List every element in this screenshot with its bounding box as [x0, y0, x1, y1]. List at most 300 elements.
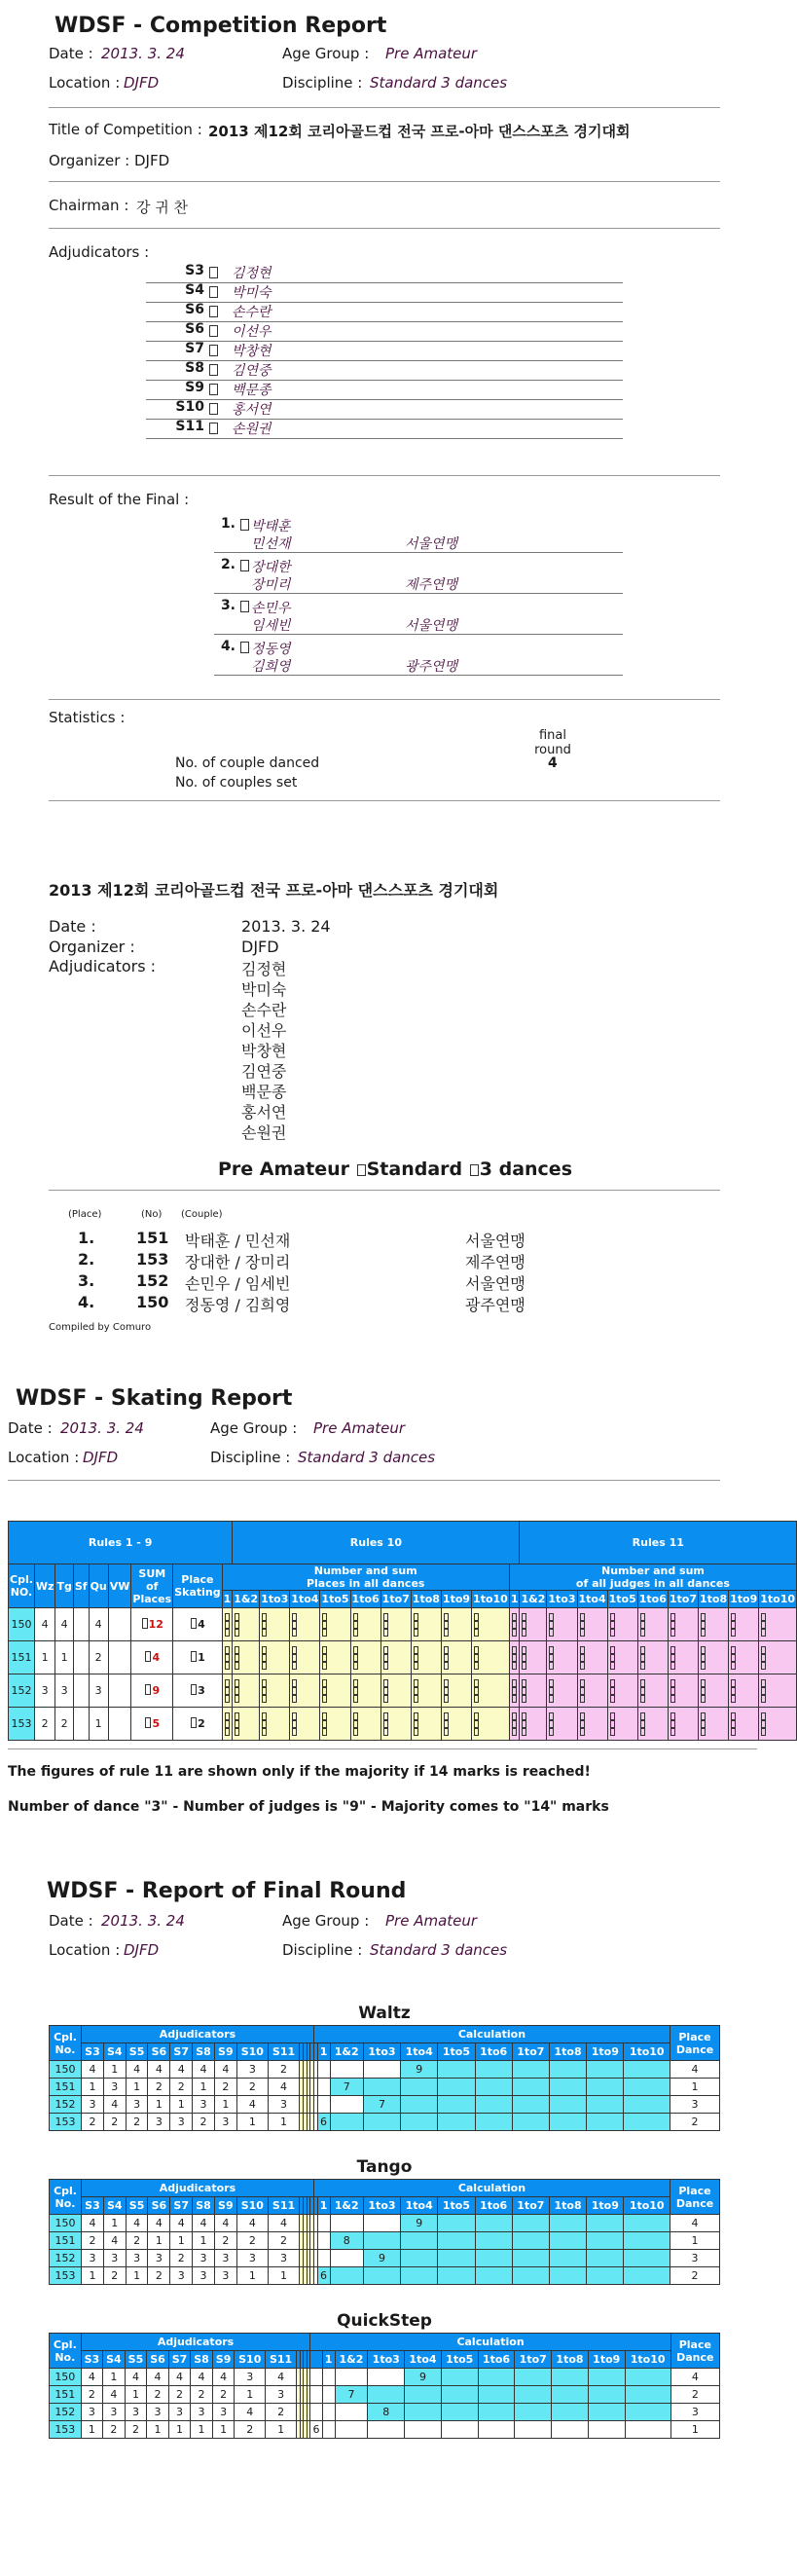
final-round-cell: 1	[81, 2421, 103, 2439]
final-round-cell: 1	[125, 2386, 147, 2404]
place-label-2: Skating	[174, 1586, 221, 1599]
glyph-box-icon	[610, 1646, 615, 1654]
result-couple: 손민우 / 임세빈	[185, 1274, 291, 1293]
glyph-box-icon	[142, 1618, 148, 1629]
place-label-2: Dance	[676, 2350, 714, 2364]
glyph-box-icon	[262, 1728, 267, 1736]
glyph-box-icon	[761, 1679, 766, 1687]
glyph-box-icon	[474, 1613, 479, 1621]
final-round-cell: 2	[148, 2079, 170, 2096]
final-round-cell: 4	[193, 2061, 215, 2079]
divider	[8, 1748, 757, 1749]
final-round-cell: 7	[330, 2079, 363, 2096]
glyph-box-icon	[549, 1613, 554, 1621]
skating-cell	[173, 1641, 222, 1674]
skating-cell	[607, 1708, 637, 1741]
r10-label-2: Places in all dances	[306, 1577, 425, 1590]
final-round-cell	[368, 2369, 405, 2386]
final-round-cell: 4	[103, 2096, 126, 2114]
final-round-cell: 1	[268, 2267, 299, 2285]
final-round-cell	[549, 2061, 586, 2079]
final-round-table	[49, 2025, 720, 2131]
glyph-box-icon	[353, 1646, 358, 1654]
glyph-box-icon	[353, 1613, 358, 1621]
skating-cell	[350, 1608, 380, 1641]
final-round-cell: 3	[268, 2250, 299, 2267]
glyph-box-icon	[240, 642, 249, 653]
glyph-box-icon	[235, 1654, 239, 1662]
glyph-box-icon	[701, 1621, 706, 1629]
final-round-cell	[624, 2096, 670, 2114]
glyph-box-icon	[414, 1646, 418, 1654]
final-round-cell	[405, 2386, 442, 2404]
glyph-box-icon	[240, 601, 249, 612]
final-round-cell: 1	[268, 2114, 299, 2131]
skating-cell	[131, 1708, 173, 1741]
result-place: 3.	[78, 1271, 95, 1290]
final-round-cell	[363, 2061, 400, 2079]
glyph-box-icon	[292, 1621, 297, 1629]
skating-cell	[222, 1641, 233, 1674]
final-round-cell	[330, 2096, 363, 2114]
glyph-box-icon	[512, 1654, 517, 1662]
glyph-box-icon	[414, 1629, 418, 1637]
final-round-cell	[475, 2079, 512, 2096]
skating-cell	[607, 1608, 637, 1641]
sum-label-1: SUM of	[138, 1566, 166, 1593]
summary-adjudicator: 이선우	[241, 1021, 287, 1040]
final-round-cell	[401, 2267, 438, 2285]
fr-row	[50, 2369, 720, 2386]
final-round-cell: 2	[193, 2114, 215, 2131]
final-round-cell: 2	[212, 2386, 235, 2404]
glyph-box-icon	[670, 1728, 675, 1736]
final-round-cell	[587, 2250, 624, 2267]
skating-cell	[380, 1674, 411, 1708]
final-round-cell: S5	[125, 2351, 147, 2369]
glyph-box-icon	[549, 1720, 554, 1728]
adjudicator-name: 백문종	[232, 383, 272, 398]
rule-11-note: The figures of rule 11 are shown only if the majority if 14 marks is reached!	[8, 1764, 591, 1780]
glyph-box-icon	[353, 1662, 358, 1670]
glyph-box-icon	[191, 1651, 197, 1662]
place-label-2: Dance	[675, 2042, 714, 2056]
final-round-cell	[441, 2421, 478, 2439]
final-round-cell: 4	[266, 2369, 297, 2386]
majority-note: Number of dance "3" - Number of judges is "9" - Majority comes to "14" marks	[8, 1799, 609, 1815]
skating-cell: 1to9	[441, 1591, 471, 1608]
final-round-cell: 1	[670, 2421, 719, 2439]
skating-cell: VW	[108, 1564, 131, 1608]
glyph-box-icon	[731, 1654, 736, 1662]
final-round-cell: 3	[191, 2404, 213, 2421]
adjudicators-label: Adjudicators :	[49, 243, 150, 261]
summary-heading	[218, 1159, 572, 1180]
skating-cell	[637, 1708, 668, 1741]
final-round-cell: 3	[193, 2250, 215, 2267]
glyph-box-icon	[512, 1712, 517, 1720]
title-of-competition-value: 2013 제12회 코리아골드컵 전국 프로-아마 댄스스포츠 경기대회	[208, 123, 631, 140]
place-label-1: Place	[678, 2337, 711, 2351]
glyph-box-icon	[322, 1629, 327, 1637]
stat-danced-value: 4	[548, 755, 558, 771]
final-round-cell	[512, 2114, 549, 2131]
final-place: 1.	[220, 516, 235, 532]
glyph-box-icon	[701, 1629, 706, 1637]
final-round-cell: S4	[103, 2351, 126, 2369]
glyph-box-icon	[209, 267, 218, 278]
skating-cell: 1to7	[668, 1591, 698, 1608]
location-label: Location :	[49, 74, 121, 92]
skating-cell	[441, 1641, 471, 1674]
skating-cell	[320, 1641, 350, 1674]
final-partner-2: 장미리	[251, 577, 291, 593]
final-round-cell	[310, 2404, 322, 2421]
summary-adjudicator: 손원권	[241, 1123, 287, 1142]
glyph-box-icon	[235, 1629, 239, 1637]
glyph-box-icon	[522, 1621, 526, 1629]
glyph-box-icon	[761, 1712, 766, 1720]
glyph-box-icon	[549, 1662, 554, 1670]
result-place: 4.	[78, 1293, 95, 1311]
glyph-box-icon	[357, 1164, 366, 1176]
final-round-cell	[50, 2180, 82, 2215]
glyph-box-icon	[761, 1654, 766, 1662]
final-round-cell: 2	[125, 2421, 147, 2439]
final-round-cell: 3	[235, 2369, 266, 2386]
glyph-box-icon	[292, 1679, 297, 1687]
glyph-box-icon	[444, 1662, 449, 1670]
skating-cell	[441, 1708, 471, 1741]
skating-cell	[637, 1608, 668, 1641]
glyph-box-icon	[761, 1662, 766, 1670]
final-round-cell: 6	[317, 2114, 330, 2131]
skating-cell	[108, 1674, 131, 1708]
skating-report-title: WDSF - Skating Report	[16, 1386, 293, 1411]
final-round-table	[49, 2333, 720, 2439]
final-round-cell	[478, 2404, 515, 2421]
final-round-cell: 2	[236, 2079, 268, 2096]
skating-cell: Wz	[34, 1564, 55, 1608]
final-round-cell: 3	[170, 2267, 193, 2285]
glyph-box-icon	[512, 1646, 517, 1654]
cpl-label: Cpl.	[54, 2184, 77, 2197]
final-round-cell: 4	[191, 2369, 213, 2386]
final-round-cell: 4	[126, 2061, 148, 2079]
final-round-cell: S10	[236, 2197, 268, 2215]
summary-adjudicator: 박미숙	[241, 980, 287, 999]
date-label: Date :	[49, 45, 93, 62]
glyph-box-icon	[670, 1654, 675, 1662]
sk-age-value: Pre Amateur	[313, 1419, 406, 1437]
glyph-box-icon	[761, 1720, 766, 1728]
glyph-box-icon	[580, 1646, 585, 1654]
skating-cell	[699, 1708, 729, 1741]
glyph-box-icon	[235, 1728, 239, 1736]
final-round-cell	[363, 2215, 400, 2232]
final-round-cell	[587, 2232, 624, 2250]
skating-cell	[350, 1674, 380, 1708]
final-result-row	[214, 555, 623, 594]
glyph-box-icon	[761, 1613, 766, 1621]
final-round-cell: 1	[148, 2096, 170, 2114]
age-group-value: Pre Amateur	[385, 45, 478, 62]
skating-cell	[411, 1674, 441, 1708]
final-round-cell	[317, 2232, 330, 2250]
r11-label-2: of all judges in all dances	[575, 1577, 730, 1590]
final-round-cell	[588, 2369, 625, 2386]
final-round-cell: 152	[50, 2404, 82, 2421]
skating-cell	[73, 1674, 89, 1708]
glyph-box-icon	[522, 1662, 526, 1670]
final-round-cell	[401, 2250, 438, 2267]
final-round-cell	[317, 2061, 330, 2079]
glyph-box-icon	[670, 1695, 675, 1703]
final-round-cell: 7	[335, 2386, 368, 2404]
final-round-cell: S6	[147, 2351, 169, 2369]
skating-cell	[441, 1674, 471, 1708]
final-club: 제주연맹	[405, 577, 458, 593]
fr-date-label: Date :	[49, 1912, 93, 1930]
glyph-box-icon	[512, 1679, 517, 1687]
final-round-cell: S10	[236, 2043, 268, 2061]
glyph-box-icon	[522, 1728, 526, 1736]
chairman-value: 강 귀 찬	[136, 199, 189, 216]
date-value: 2013. 3. 24	[101, 45, 185, 62]
final-round-cell: 1	[317, 2197, 330, 2215]
glyph-box-icon	[383, 1679, 388, 1687]
skating-cell: 1to6	[350, 1591, 380, 1608]
final-round-cell: 4	[236, 2215, 268, 2232]
final-round-cell: 1&2	[335, 2351, 368, 2369]
glyph-box-icon	[580, 1720, 585, 1728]
glyph-box-icon	[610, 1728, 615, 1736]
adjudicator-code: S4	[185, 282, 204, 298]
organizer-label: Organizer :	[49, 152, 130, 169]
glyph-box-icon	[549, 1621, 554, 1629]
final-round-cell	[310, 2351, 322, 2369]
final-round-cell	[549, 2250, 586, 2267]
skating-cell: 2	[34, 1708, 55, 1741]
final-round-cell: 1	[236, 2267, 268, 2285]
skating-cell	[509, 1674, 520, 1708]
final-round-cell	[670, 2180, 720, 2215]
place-value: 3	[198, 1684, 205, 1697]
final-round-cell	[512, 2250, 549, 2267]
result-club: 광주연맹	[465, 1296, 525, 1314]
discipline-label: Discipline :	[282, 74, 363, 92]
final-round-cell: 3	[268, 2096, 299, 2114]
final-round-cell: 9	[401, 2061, 438, 2079]
final-partner-1: 정동영	[251, 642, 291, 657]
glyph-box-icon	[235, 1646, 239, 1654]
glyph-box-icon	[731, 1728, 736, 1736]
glyph-box-icon	[240, 519, 249, 531]
skating-cell	[472, 1608, 510, 1641]
final-round-cell: 1	[103, 2061, 126, 2079]
place-value: 4	[198, 1618, 205, 1631]
skating-cell	[699, 1674, 729, 1708]
glyph-box-icon	[701, 1646, 706, 1654]
skating-cell: Qu	[89, 1564, 108, 1608]
final-round-cell	[624, 2232, 670, 2250]
skating-cell: 1	[509, 1591, 520, 1608]
glyph-box-icon	[610, 1621, 615, 1629]
stat-col-round: round	[534, 743, 571, 757]
final-round-cell	[401, 2096, 438, 2114]
summary-adjudicators-label: Adjudicators :	[49, 957, 157, 975]
glyph-box-icon	[209, 403, 218, 415]
skating-cell: 3	[34, 1674, 55, 1708]
skating-cell	[233, 1641, 260, 1674]
glyph-box-icon	[522, 1695, 526, 1703]
final-round-cell	[552, 2421, 589, 2439]
skating-cell	[729, 1708, 759, 1741]
glyph-box-icon	[512, 1687, 517, 1695]
glyph-box-icon	[145, 1717, 151, 1728]
skating-cell: 1to3	[260, 1591, 290, 1608]
glyph-box-icon	[322, 1720, 327, 1728]
adjudicator-name: 김정현	[232, 266, 272, 281]
glyph-box-icon	[731, 1662, 736, 1670]
glyph-box-icon	[580, 1728, 585, 1736]
organizer-value: DJFD	[134, 152, 170, 169]
final-round-cell	[478, 2421, 515, 2439]
final-round-cell: S7	[170, 2197, 193, 2215]
glyph-box-icon	[580, 1712, 585, 1720]
heading-discipline: Standard	[366, 1159, 463, 1180]
skating-cell: 1to5	[320, 1591, 350, 1608]
skating-cell	[668, 1674, 698, 1708]
glyph-box-icon	[225, 1629, 230, 1637]
final-round-cell: 1	[170, 2096, 193, 2114]
fr-row	[50, 2114, 720, 2131]
result-club: 서울연맹	[465, 1232, 525, 1250]
glyph-box-icon	[209, 286, 218, 298]
final-place: 2.	[220, 557, 235, 572]
glyph-box-icon	[353, 1629, 358, 1637]
final-round-cell: 3	[147, 2404, 169, 2421]
glyph-box-icon	[235, 1613, 239, 1621]
glyph-box-icon	[383, 1646, 388, 1654]
no-label: No.	[54, 2042, 76, 2056]
fr-location-value: DJFD	[124, 1941, 160, 1959]
glyph-box-icon	[701, 1695, 706, 1703]
glyph-box-icon	[225, 1679, 230, 1687]
glyph-box-icon	[145, 1684, 151, 1695]
final-round-cell: 152	[50, 2250, 82, 2267]
skating-cell	[699, 1608, 729, 1641]
glyph-box-icon	[292, 1720, 297, 1728]
skating-cell	[509, 1708, 520, 1741]
final-round-cell	[310, 2386, 322, 2404]
summary-organizer-label: Organizer :	[49, 938, 135, 956]
final-round-cell: 4	[670, 2061, 720, 2079]
result-couple: 장대한 / 장미리	[185, 1253, 291, 1271]
glyph-box-icon	[731, 1646, 736, 1654]
glyph-box-icon	[731, 1687, 736, 1695]
final-round-cell: 2	[81, 2386, 103, 2404]
fr-header-row	[50, 2043, 720, 2061]
final-round-cell: 2	[670, 2267, 720, 2285]
fr-discipline-value: Standard 3 dances	[370, 1941, 508, 1959]
skating-cell: 3	[89, 1674, 108, 1708]
final-round-cell: 3	[670, 2404, 719, 2421]
final-round-cell: 3	[125, 2404, 147, 2421]
final-round-cell: 1	[126, 2267, 148, 2285]
glyph-box-icon	[640, 1720, 645, 1728]
glyph-box-icon	[383, 1720, 388, 1728]
glyph-box-icon	[209, 345, 218, 356]
final-round-cell	[475, 2232, 512, 2250]
final-round-cell: 4	[235, 2404, 266, 2421]
final-round-cell: Adjudicators	[82, 2180, 314, 2197]
glyph-box-icon	[353, 1679, 358, 1687]
final-round-cell: 1to3	[363, 2043, 400, 2061]
skating-cell	[222, 1674, 233, 1708]
glyph-box-icon	[640, 1613, 645, 1621]
glyph-box-icon	[580, 1687, 585, 1695]
skating-cell	[73, 1708, 89, 1741]
glyph-box-icon	[549, 1695, 554, 1703]
skating-cell	[607, 1674, 637, 1708]
final-round-cell: 2	[126, 2114, 148, 2131]
final-round-cell: S8	[193, 2197, 215, 2215]
skating-cell: 1to4	[577, 1591, 607, 1608]
sk-location-value: DJFD	[83, 1449, 119, 1466]
glyph-box-icon	[414, 1613, 418, 1621]
skating-cell	[73, 1641, 89, 1674]
skating-cell	[759, 1641, 797, 1674]
final-round-cell	[330, 2061, 363, 2079]
final-round-cell	[330, 2215, 363, 2232]
glyph-box-icon	[235, 1720, 239, 1728]
adjudicator-code: S9	[185, 380, 204, 395]
skating-cell	[222, 1608, 233, 1641]
final-round-cell	[588, 2404, 625, 2421]
fr-header-row	[50, 2351, 720, 2369]
skating-cell	[380, 1641, 411, 1674]
glyph-box-icon	[670, 1646, 675, 1654]
final-round-cell: 3	[214, 2114, 236, 2131]
skating-cell	[520, 1708, 547, 1741]
final-round-cell: S3	[82, 2043, 104, 2061]
final-round-cell	[625, 2421, 670, 2439]
final-round-cell: 4	[670, 2369, 719, 2386]
final-round-cell: 151	[50, 2079, 82, 2096]
final-round-cell	[515, 2421, 552, 2439]
glyph-box-icon	[580, 1621, 585, 1629]
fr-row	[50, 2061, 720, 2079]
skating-cell	[380, 1708, 411, 1741]
final-round-cell	[317, 2215, 330, 2232]
final-round-cell: S5	[126, 2043, 148, 2061]
glyph-box-icon	[610, 1679, 615, 1687]
final-round-cell: 2	[82, 2114, 104, 2131]
final-round-cell: 4	[103, 2386, 126, 2404]
final-round-cell: 1to10	[625, 2351, 670, 2369]
glyph-box-icon	[670, 1662, 675, 1670]
skating-cell	[577, 1674, 607, 1708]
final-round-cell	[624, 2061, 670, 2079]
final-round-cell: 1to5	[441, 2351, 478, 2369]
final-round-cell: S11	[266, 2351, 297, 2369]
skating-cell	[472, 1708, 510, 1741]
glyph-box-icon	[444, 1695, 449, 1703]
glyph-box-icon	[474, 1712, 479, 1720]
glyph-box-icon	[292, 1728, 297, 1736]
result-club: 제주연맹	[465, 1253, 525, 1271]
